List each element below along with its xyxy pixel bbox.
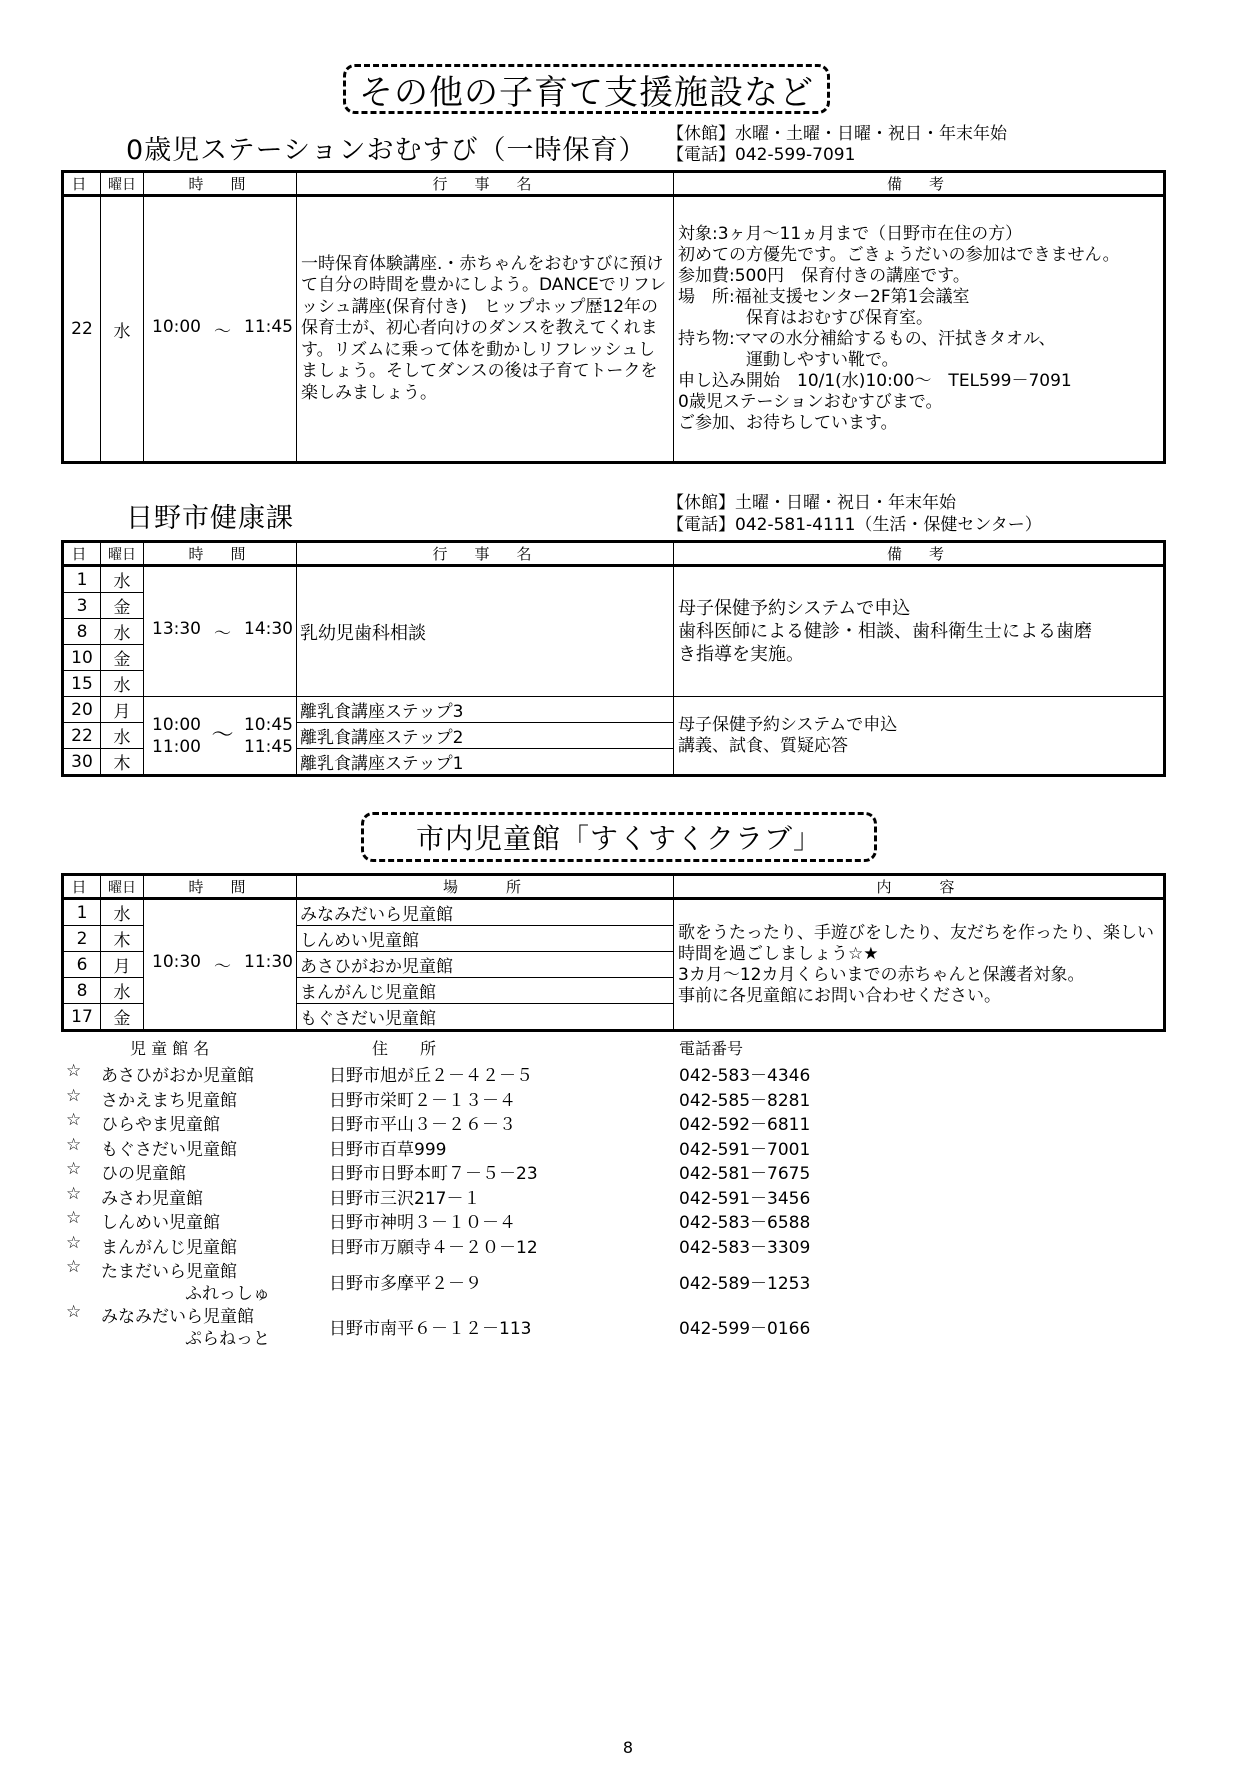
- header-weekday: 曜日: [101, 542, 144, 566]
- hall-name: まんがんじ児童館: [101, 1237, 237, 1258]
- header-day: 日: [63, 875, 101, 899]
- star-icon: ☆: [66, 1159, 82, 1179]
- content-line: 時間を過ごしましょう☆★: [678, 943, 879, 964]
- header-phone: 電話番号: [679, 1039, 744, 1058]
- weekday-cell: 月: [101, 697, 144, 723]
- star-icon: ☆: [66, 1183, 82, 1204]
- day-cell: 8: [63, 619, 101, 645]
- weekday-cell: 月: [101, 952, 144, 978]
- tilde: ～: [211, 722, 234, 748]
- tilde: ～: [214, 624, 231, 644]
- note-line: 歯科医師による健診・相談、歯科衛生士による歯磨: [678, 621, 1092, 642]
- content-line: 事前に各児童館にお問い合わせください。: [678, 985, 1001, 1006]
- hall-address: 日野市神明３－１０－４: [329, 1213, 516, 1233]
- omusubi-title: 0歳児ステーションおむすび（一時保育）: [126, 135, 647, 166]
- end-time: 11:30: [244, 952, 293, 972]
- start-time: 10:00: [152, 714, 201, 735]
- hall-name: みさわ児童館: [101, 1188, 203, 1209]
- content-line: 3カ月～12カ月くらいまでの赤ちゃんと保護者対象。: [678, 964, 1085, 985]
- header-time: 時 間: [144, 172, 297, 196]
- place-cell: まんがんじ児童館: [297, 978, 674, 1004]
- star-icon: ☆: [66, 1302, 82, 1322]
- header-notes: 備 考: [674, 542, 1165, 566]
- event-cell: 乳幼児歯科相談: [297, 566, 674, 697]
- start-time: 10:30: [152, 952, 201, 972]
- place-cell: みなみだいら児童館: [297, 899, 674, 926]
- hall-phone: 042-583－6588: [679, 1213, 811, 1233]
- start-time: 13:30: [152, 619, 201, 639]
- note-line: 運動しやすい靴で。: [678, 350, 899, 370]
- weekday-cell: 木: [101, 926, 144, 952]
- event-cell: [297, 196, 674, 463]
- time-cell: [144, 697, 297, 776]
- hall-name: ひらやま児童館: [101, 1115, 220, 1135]
- header-day: 日: [63, 542, 101, 566]
- hall-phone: 042-591－7001: [679, 1139, 811, 1160]
- note-line: 申し込み開始 10/1(水)10:00～ TEL599－7091: [678, 371, 1072, 391]
- day-cell: 30: [63, 749, 101, 776]
- weekday-cell: 金: [101, 645, 144, 671]
- note-line: 母子保健予約システムで申込: [678, 598, 911, 619]
- header-notes: 備 考: [674, 172, 1165, 196]
- hall-phone: 042-599－0166: [679, 1319, 811, 1339]
- note-line: 対象:3ヶ月～11ヵ月まで（日野市在住の方）: [678, 224, 1023, 244]
- content-line: 歌をうたったり、手遊びをしたり、友だちを作ったり、楽しい: [678, 922, 1154, 943]
- hall-name: みなみだいら児童館: [101, 1307, 254, 1327]
- header-weekday: 曜日: [101, 875, 144, 899]
- end-time: 11:45: [244, 316, 293, 337]
- hall-phone: 042-583－4346: [679, 1066, 811, 1086]
- weekday-cell: 水: [101, 899, 144, 926]
- weekday-cell: 木: [101, 749, 144, 776]
- day-cell: 15: [63, 671, 101, 697]
- star-icon: ☆: [66, 1110, 82, 1130]
- end-time: 10:45: [243, 714, 293, 735]
- note-line: 参加費:500円 保育付きの講座です。: [678, 266, 970, 286]
- day-cell: 8: [63, 978, 101, 1004]
- day-cell: 17: [63, 1004, 101, 1031]
- note-line: 初めての方優先です。ごきょうだいの参加はできません。: [678, 245, 1120, 265]
- hall-name: たまだいら児童館: [101, 1262, 237, 1282]
- place-cell: あさひがおか児童館: [297, 952, 674, 978]
- day-cell: 1: [63, 566, 101, 593]
- hall-name-sub: ふれっしゅ: [185, 1284, 270, 1304]
- star-icon: ☆: [66, 1257, 82, 1277]
- section-banner-other-facilities: その他の子育て支援施設など: [343, 64, 830, 114]
- omusubi-schedule-table: [61, 170, 1166, 464]
- header-day: 日: [63, 172, 101, 196]
- hall-phone: 042-589－1253: [679, 1274, 811, 1294]
- day-cell: 3: [63, 593, 101, 619]
- note-line: 母子保健予約システムで申込: [678, 714, 898, 735]
- weekday-cell: 水: [101, 723, 144, 749]
- star-icon: ☆: [66, 1232, 82, 1253]
- kenko-title: 日野市健康課: [126, 503, 294, 534]
- star-icon: ☆: [66, 1085, 82, 1106]
- time-cell: [144, 566, 297, 697]
- header-event: 行 事 名: [297, 172, 674, 196]
- note-line: 保育はおむすび保育室。: [678, 308, 933, 328]
- time-cell: [144, 899, 297, 1031]
- event-description: 一時保育体験講座.・赤ちゃんをおむすびに預けて自分の時間を豊かにしよう。DANCEでリフレッシュ講座(保育付き) ヒップホップ歴12年の保育士が、初心者向けのダンスを教えてくれます。リズムに乗って体を動かしリフレッシュしましょう。そしてダンスの後は子育てトークを楽しみましょう。: [301, 253, 667, 403]
- day-cell: 10: [63, 645, 101, 671]
- hall-address: 日野市多摩平２－９: [329, 1274, 482, 1294]
- hall-address: 日野市平山３－２６－３: [329, 1115, 516, 1135]
- header-place: 場 所: [297, 875, 674, 899]
- weekday-cell: 水: [101, 196, 144, 463]
- header-time: 時 間: [144, 875, 297, 899]
- header-content: 内 容: [674, 875, 1165, 899]
- hall-address: 日野市栄町２－１３－４: [329, 1090, 516, 1111]
- notes-cell: [674, 196, 1165, 463]
- omusubi-phone: 【電話】042-599-7091: [667, 145, 856, 165]
- hall-name: あさひがおか児童館: [101, 1066, 254, 1086]
- hall-address: 日野市万願寺４－２０－12: [329, 1237, 538, 1258]
- event-cell: 離乳食講座ステップ1: [297, 749, 674, 776]
- note-line: 講義、試食、質疑応答: [678, 735, 848, 756]
- header-hall-name: 児 童 館 名: [130, 1039, 210, 1058]
- place-cell: しんめい児童館: [297, 926, 674, 952]
- weekday-cell: 水: [101, 619, 144, 645]
- section-banner-sukusuku-club: 市内児童館「すくすくクラブ」: [361, 812, 877, 862]
- kenko-closed-days: 【休館】土曜・日曜・祝日・年末年始: [667, 493, 956, 513]
- end-time: 14:30: [244, 619, 293, 639]
- hall-name: ひの児童館: [101, 1164, 186, 1184]
- hall-name: もぐさだい児童館: [101, 1139, 237, 1160]
- header-time: 時 間: [144, 542, 297, 566]
- hall-name: さかえまち児童館: [101, 1090, 237, 1111]
- hall-address: 日野市旭が丘２－４２－５: [329, 1066, 533, 1086]
- header-address: 住 所: [372, 1039, 437, 1058]
- omusubi-closed-days: 【休館】水曜・土曜・日曜・祝日・年末年始: [667, 124, 1007, 144]
- kenko-schedule-table: [61, 540, 1166, 777]
- hall-phone: 042-592－6811: [679, 1115, 811, 1135]
- content-cell: [674, 899, 1165, 1031]
- tilde: ～: [214, 321, 231, 342]
- hall-phone: 042-585－8281: [679, 1090, 811, 1111]
- place-cell: もぐさだい児童館: [297, 1004, 674, 1031]
- star-icon: ☆: [66, 1208, 82, 1228]
- start-time: 10:00: [152, 316, 201, 337]
- notes-cell: [674, 697, 1165, 776]
- hall-address: 日野市日野本町７－５－23: [329, 1164, 538, 1184]
- day-cell: 22: [63, 196, 101, 463]
- hall-address: 日野市三沢217－１: [329, 1188, 481, 1209]
- hall-phone: 042-591－3456: [679, 1188, 811, 1209]
- header-event: 行 事 名: [297, 542, 674, 566]
- time-cell: [144, 196, 297, 463]
- hall-name: しんめい児童館: [101, 1213, 220, 1233]
- weekday-cell: 水: [101, 978, 144, 1004]
- weekday-cell: 水: [101, 566, 144, 593]
- hall-name-sub: ぷらねっと: [185, 1329, 270, 1349]
- kenko-phone: 【電話】042-581-4111（生活・保健センター）: [667, 515, 1042, 535]
- weekday-cell: 金: [101, 1004, 144, 1031]
- note-line: き指導を実施。: [678, 644, 804, 665]
- day-cell: 22: [63, 723, 101, 749]
- hall-address: 日野市百草999: [329, 1139, 447, 1160]
- hall-phone: 042-583－3309: [679, 1237, 811, 1258]
- event-cell: 離乳食講座ステップ3: [297, 697, 674, 723]
- start-time: 11:00: [152, 736, 201, 757]
- day-cell: 2: [63, 926, 101, 952]
- note-line: 持ち物:ママの水分補給するもの、汗拭きタオル、: [678, 329, 1056, 349]
- note-line: 場 所:福祉支援センター2F第1会議室: [678, 287, 970, 307]
- notes-cell: [674, 566, 1165, 697]
- star-icon: ☆: [66, 1061, 82, 1081]
- end-time: 11:45: [243, 736, 293, 757]
- day-cell: 6: [63, 952, 101, 978]
- page-number: 8: [622, 1738, 634, 1757]
- hall-address: 日野市南平６－１２－113: [329, 1319, 532, 1339]
- note-line: ご参加、お待ちしています。: [678, 413, 898, 433]
- event-cell: 離乳食講座ステップ2: [297, 723, 674, 749]
- note-line: 0歳児ステーションおむすびまで。: [678, 392, 943, 412]
- day-cell: 20: [63, 697, 101, 723]
- day-cell: 1: [63, 899, 101, 926]
- star-icon: ☆: [66, 1134, 82, 1155]
- weekday-cell: 水: [101, 671, 144, 697]
- tilde: ～: [214, 957, 231, 977]
- weekday-cell: 金: [101, 593, 144, 619]
- sukusuku-schedule-table: [61, 873, 1166, 1032]
- hall-phone: 042-581－7675: [679, 1164, 811, 1184]
- header-weekday: 曜日: [101, 172, 144, 196]
